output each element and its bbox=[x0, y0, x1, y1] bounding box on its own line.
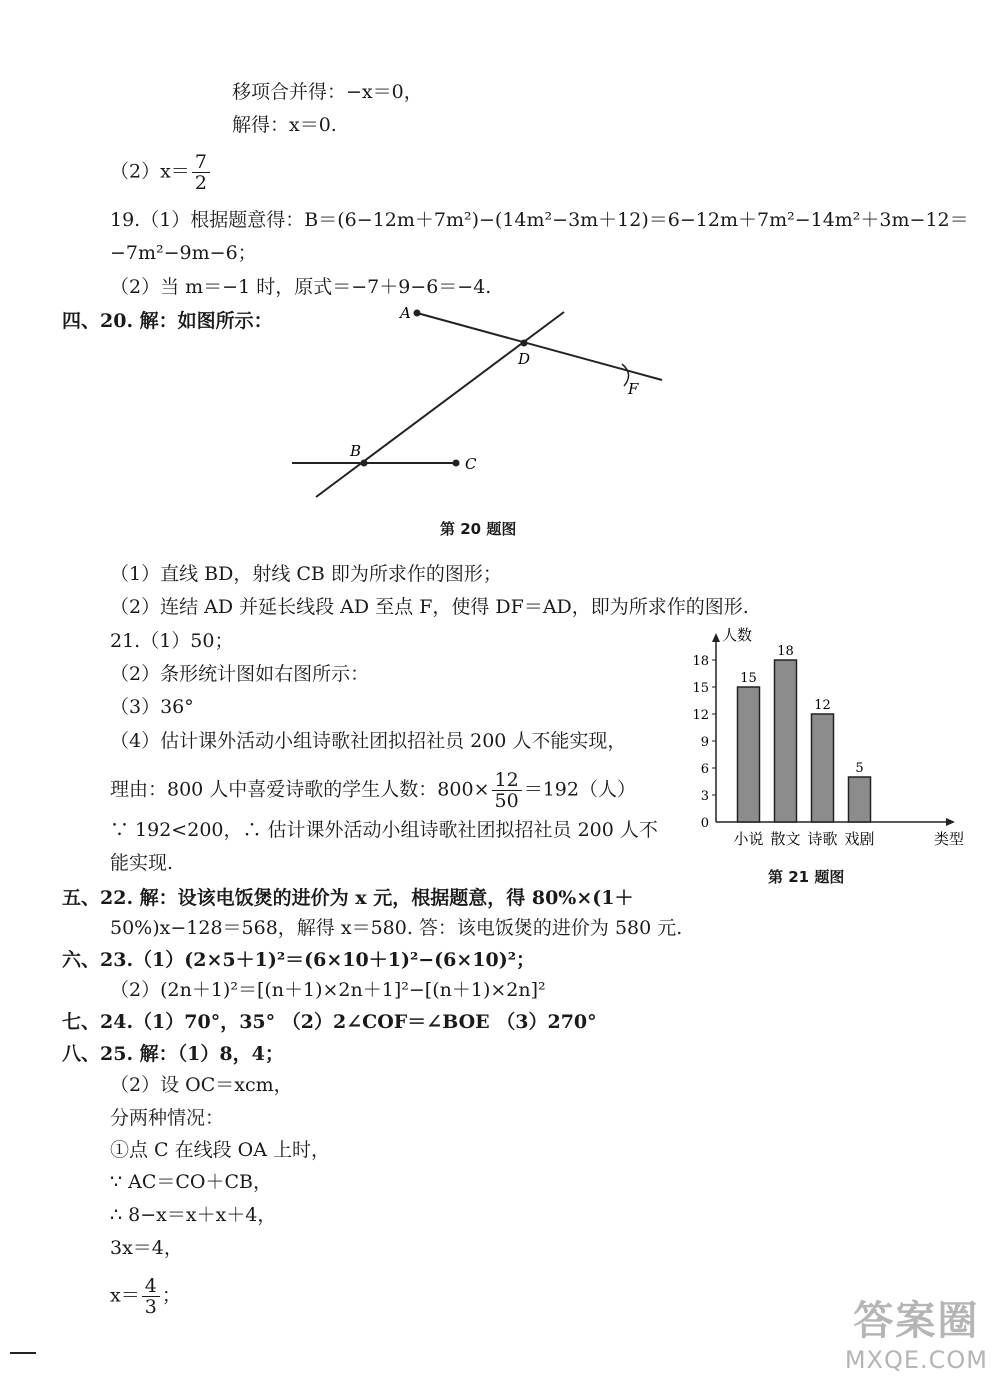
line-q19-1: 19.（1）根据题意得：B＝(6−12m＋7m²)−(14m²−3m＋12)＝6−12m＋7m²−14m²＋3m−12＝ bbox=[110, 209, 969, 231]
line-q21-conclusion-end: 能实现. bbox=[110, 852, 174, 874]
label-f: F bbox=[628, 380, 639, 398]
line-q25-cases: 分两种情况： bbox=[110, 1107, 225, 1129]
label-b: B bbox=[350, 442, 362, 460]
point-b bbox=[361, 460, 368, 467]
chart-data-label: 18 bbox=[777, 644, 794, 659]
label-c: C bbox=[465, 455, 477, 473]
line-q21-1: 21.（1）50； bbox=[110, 630, 234, 652]
fraction-numerator: 4 bbox=[142, 1276, 160, 1297]
line-ad-extended bbox=[417, 313, 662, 380]
line-q22-2: 50%)x−128＝568，解得 x＝580. 答：该电饭煲的进价为 580 元. bbox=[110, 917, 683, 939]
figure-21-bar-chart bbox=[680, 622, 970, 857]
chart-x-axis-label: 类型 bbox=[934, 830, 965, 848]
chart-category-label: 戏剧 bbox=[844, 830, 875, 848]
line-q21-4: （4）估计课外活动小组诗歌社团拟招社员 200 人不能实现， bbox=[110, 730, 627, 752]
line-q25-eq3: 3x＝4， bbox=[110, 1237, 183, 1259]
reason-prefix: 理由：800 人中喜爱诗歌的学生人数：800× bbox=[110, 778, 490, 801]
line-answer-2 bbox=[110, 152, 212, 193]
line-bd bbox=[316, 312, 564, 497]
line-q20-1: （1）直线 BD，射线 CB 即为所求作的图形； bbox=[110, 563, 502, 585]
line-q20-2: （2）连结 AD 并延长线段 AD 至点 F，使得 DF＝AD，即为所求作的图形. bbox=[110, 596, 749, 618]
x-suffix: ； bbox=[161, 1284, 181, 1307]
figure-20-geometry bbox=[280, 300, 680, 510]
line-q25-eq1: ∵ AC＝CO＋CB， bbox=[110, 1171, 273, 1193]
line-q25-eq2: ∴ 8−x＝x＋x＋4， bbox=[110, 1204, 277, 1226]
chart-category-label: 诗歌 bbox=[807, 830, 838, 848]
point-a bbox=[414, 310, 421, 317]
line-q21-3: （3）36° bbox=[110, 696, 194, 718]
chart-bar bbox=[738, 687, 760, 822]
label-d: D bbox=[518, 350, 531, 368]
chart-data-label: 12 bbox=[814, 698, 831, 713]
line-q21-conclusion: ∵ 192<200，∴ 估计课外活动小组诗歌社团拟招社员 200 人不 bbox=[110, 819, 658, 841]
fraction-denominator: 50 bbox=[494, 790, 519, 812]
chart-bar bbox=[812, 714, 834, 822]
fraction-numerator: 12 bbox=[492, 770, 522, 791]
chart-x-axis-arrow bbox=[946, 818, 955, 826]
point-d bbox=[521, 340, 528, 347]
fraction-denominator: 3 bbox=[144, 1296, 157, 1318]
line-q19-result: −7m²−9m−6； bbox=[110, 242, 257, 264]
line-answer-2-prefix: （2）x＝ bbox=[110, 160, 190, 183]
line-q21-2: （2）条形统计图如右图所示： bbox=[110, 663, 370, 685]
page-footer-rule bbox=[10, 1352, 36, 1354]
chart-data-label: 5 bbox=[855, 761, 864, 776]
watermark-url: MXQE.COM bbox=[844, 1346, 988, 1374]
label-a: A bbox=[400, 304, 411, 322]
chart-y-tick-label: 6 bbox=[700, 762, 709, 777]
chart-data-label: 15 bbox=[740, 671, 757, 686]
watermark-logo: 答案圈 bbox=[853, 1298, 980, 1344]
point-c bbox=[453, 460, 460, 467]
line-q23-2: （2）(2n＋1)²＝[(n＋1)×2n＋1]²−[(n＋1)×2n]² bbox=[110, 979, 546, 1001]
line-q23-1: 六、23.（1）(2×5＋1)²＝(6×10＋1)²−(6×10)²； bbox=[62, 949, 536, 971]
chart-y-tick-label: 0 bbox=[700, 816, 709, 831]
watermark bbox=[845, 1289, 988, 1374]
chart-y-tick-label: 3 bbox=[700, 789, 709, 804]
fraction-denominator: 2 bbox=[194, 172, 207, 194]
chart-y-tick-label: 15 bbox=[692, 681, 709, 696]
line-q25-2: （2）设 OC＝xcm， bbox=[110, 1074, 293, 1096]
fraction-7-2 bbox=[192, 152, 210, 193]
chart-y-axis-label: 人数 bbox=[722, 626, 753, 644]
chart-category-label: 散文 bbox=[770, 830, 801, 848]
line-q25-x bbox=[110, 1276, 181, 1317]
fraction-4-3 bbox=[142, 1276, 160, 1317]
line-move-terms: 移项合并得：−x＝0， bbox=[232, 81, 423, 103]
chart-y-tick-label: 18 bbox=[692, 654, 709, 669]
line-q19-2: （2）当 m＝−1 时，原式＝−7＋9−6＝−4. bbox=[110, 276, 492, 298]
line-q20-heading: 四、20. 解：如图所示： bbox=[62, 310, 273, 332]
line-q25-1: 八、25. 解：（1）8，4； bbox=[62, 1043, 284, 1065]
x-prefix: x＝ bbox=[110, 1284, 140, 1307]
figure-20-caption: 第 20 题图 bbox=[440, 520, 517, 538]
chart-y-tick-label: 12 bbox=[692, 708, 709, 723]
line-solution-x0: 解得：x＝0. bbox=[232, 114, 337, 136]
line-q25-case1: ①点 C 在线段 OA 上时， bbox=[110, 1139, 330, 1161]
chart-bar bbox=[775, 660, 797, 822]
figure-21-caption: 第 21 题图 bbox=[768, 868, 845, 886]
chart-category-label: 小说 bbox=[733, 830, 764, 848]
line-q24: 七、24.（1）70°，35° （2）2∠COF＝∠BOE （3）270° bbox=[62, 1011, 597, 1033]
chart-y-axis-arrow bbox=[712, 633, 720, 642]
line-q22-1: 五、22. 解：设该电饭煲的进价为 x 元，根据题意，得 80%×(1＋ bbox=[62, 887, 634, 909]
chart-y-tick-label: 9 bbox=[700, 735, 709, 750]
fraction-12-50 bbox=[492, 770, 522, 811]
line-q21-reason bbox=[110, 770, 636, 811]
reason-suffix: ＝192（人） bbox=[523, 778, 636, 801]
fraction-numerator: 7 bbox=[192, 152, 210, 173]
chart-bar bbox=[849, 777, 871, 822]
